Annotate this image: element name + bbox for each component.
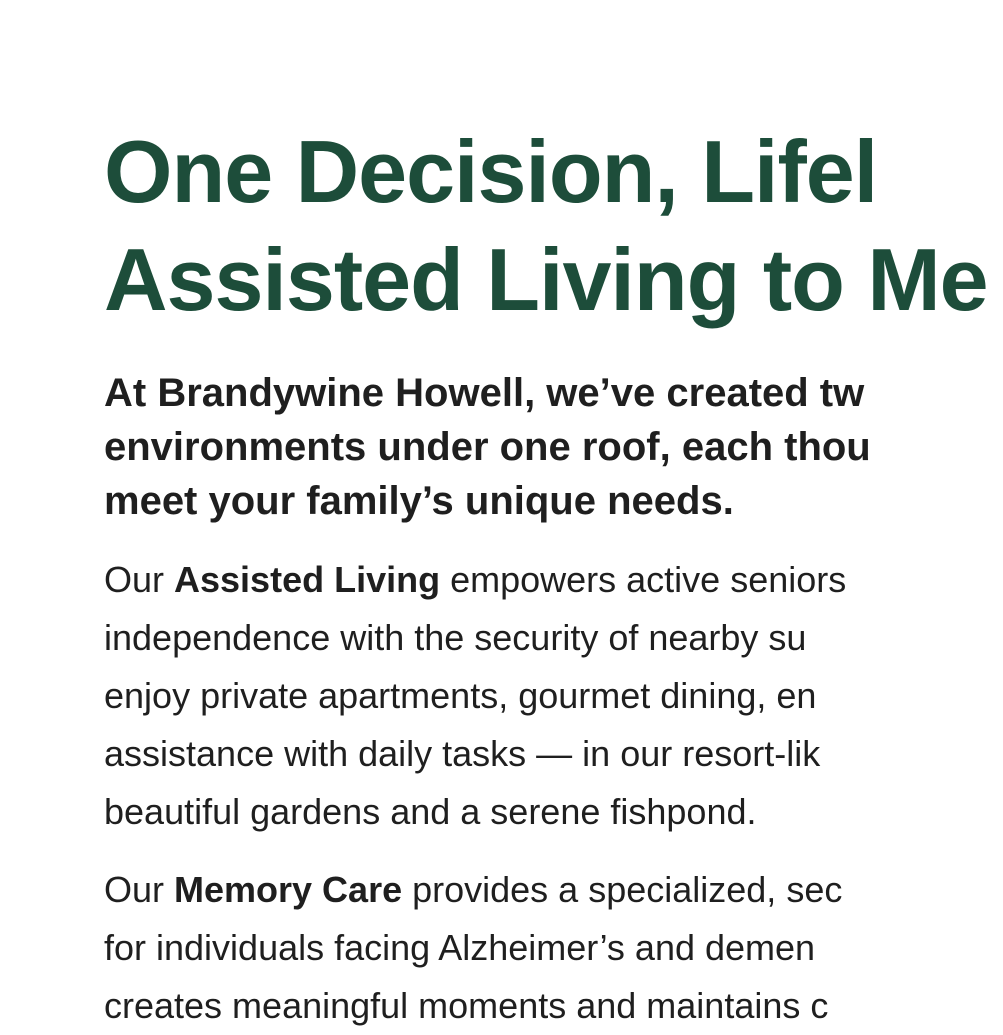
assisted-line-2: independence with the security of nearby su <box>104 617 807 658</box>
memory-line-1-suffix: provides a specialized, sec <box>402 869 843 910</box>
memory-line-1 <box>104 861 842 919</box>
assisted-living-term: Assisted Living <box>174 559 441 600</box>
page-headline <box>104 118 988 334</box>
intro-prefix: At <box>104 371 158 415</box>
memory-care-paragraph <box>104 861 842 1035</box>
headline-line-2: Assisted Living to Me <box>104 230 988 329</box>
memory-line-3: creates meaningful moments and maintains c <box>104 985 829 1026</box>
intro-line-2: environments under one roof, each thou <box>104 425 871 469</box>
assisted-living-paragraph <box>104 551 846 841</box>
assisted-line-3: enjoy private apartments, gourmet dining, en <box>104 675 817 716</box>
memory-care-term: Memory Care <box>174 869 403 910</box>
intro-line-1-suffix: , we’ve created tw <box>524 371 865 415</box>
assisted-line-5: beautiful gardens and a serene fishpond. <box>104 791 757 832</box>
intro-paragraph <box>104 366 871 528</box>
headline-line-1: One Decision, Lifel <box>104 122 878 221</box>
assisted-line-1-suffix: empowers active seniors <box>440 559 847 600</box>
intro-line-1 <box>104 366 871 420</box>
assisted-line-1 <box>104 551 846 609</box>
assisted-prefix: Our <box>104 559 175 600</box>
memory-line-2: for individuals facing Alzheimer’s and demen <box>104 927 816 968</box>
assisted-line-4: assistance with daily tasks — in our resort-lik <box>104 733 821 774</box>
intro-line-3: meet your family’s unique needs. <box>104 479 734 523</box>
brand-name: Brandywine Howell <box>157 371 525 415</box>
memory-prefix: Our <box>104 869 175 910</box>
